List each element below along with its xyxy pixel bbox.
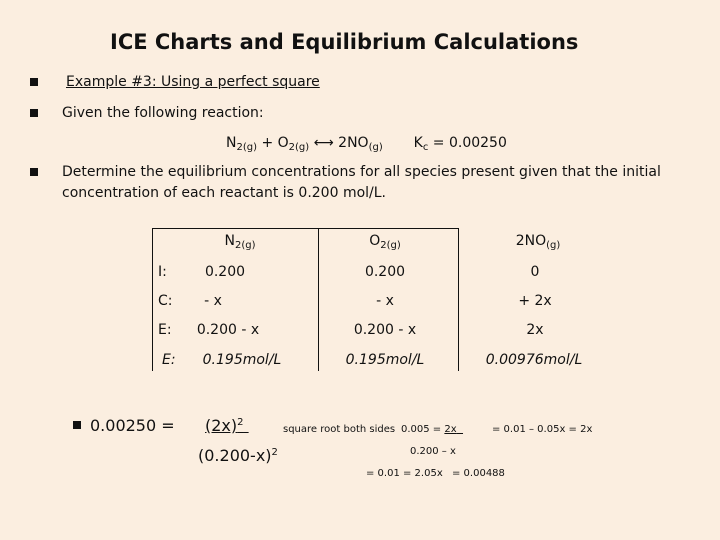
cell-initial-o2: 0.200 [364, 264, 406, 280]
example-heading: Example #3: Using a perfect square [66, 74, 320, 90]
table-header-no: $2NO_{(g)}$ [515, 233, 561, 251]
cell-change-no: + 2x [518, 293, 552, 309]
sqrt-note: square root both sides [283, 424, 396, 435]
sqrt-equation: 0.005 = 2x [401, 424, 457, 435]
kc-expression: 0.00250 = [90, 416, 175, 435]
cell-result-n2: 0.195mol/L [202, 352, 282, 368]
product-no-state: (g) [368, 142, 383, 153]
bullet-icon [73, 421, 81, 429]
rearranged-equation: = 0.01 – 0.05x = 2x [492, 424, 593, 435]
bullet-icon [30, 109, 38, 117]
cell-equil-n2: 0.200 - x [196, 322, 260, 338]
determine-text-line2: concentration of each reactant is 0.200 mol/L. [62, 185, 387, 201]
cell-change-o2: - x [376, 293, 394, 309]
table-header-n2: $N_{2(g)}$ [224, 233, 256, 251]
row-label-equilibrium-values: E: [162, 352, 176, 368]
bullet-icon [30, 168, 38, 176]
cell-equil-o2: 0.200 - x [353, 322, 417, 338]
given-text: Given the following reaction: [62, 105, 264, 121]
cell-result-no: 0.00976mol/L [485, 352, 583, 368]
row-label-equilibrium: E: [158, 322, 172, 338]
table-header-o2: $O_{2(g)}$ [369, 233, 401, 251]
solve-step: = 0.01 = 2.05x [366, 468, 443, 479]
plus-sign: + [257, 135, 278, 151]
fraction-numerator: $(2x)^2$ [205, 416, 244, 435]
fraction-denominator: $(0.200-x)^2$ [198, 446, 278, 465]
reactant-o2: O [277, 135, 289, 151]
table-divider-2 [458, 228, 459, 371]
page-title: ICE Charts and Equilibrium Calculations [110, 30, 579, 54]
reactant-n2-state: 2(g) [236, 142, 257, 153]
kc-label: K [413, 135, 423, 151]
cell-equil-no: 2x [526, 322, 544, 338]
bullet-icon [30, 78, 38, 86]
table-border-top [152, 228, 458, 229]
kc-value: = 0.00250 [428, 135, 507, 151]
cell-result-o2: 0.195mol/L [345, 352, 425, 368]
product-no: 2NO [338, 135, 369, 151]
cell-initial-n2: 0.200 [204, 264, 246, 280]
cell-initial-no: 0 [530, 264, 540, 280]
reaction-equation [226, 135, 507, 151]
reactant-o2-state: 2(g) [288, 142, 310, 153]
row-label-initial: I: [158, 264, 167, 280]
reactant-n2: N [226, 135, 237, 151]
determine-text-line1: Determine the equilibrium concentrations for all species present given that the initial [62, 164, 661, 180]
x-result: = 0.00488 [452, 468, 505, 479]
table-border-left [152, 228, 153, 371]
equilibrium-arrow-icon: ⟷ [309, 135, 339, 151]
kc-subscript: c [422, 142, 429, 153]
row-label-change: C: [158, 293, 173, 309]
table-divider-1 [318, 228, 319, 371]
sqrt-denominator: 0.200 – x [410, 446, 456, 457]
cell-change-n2: - x [204, 293, 222, 309]
